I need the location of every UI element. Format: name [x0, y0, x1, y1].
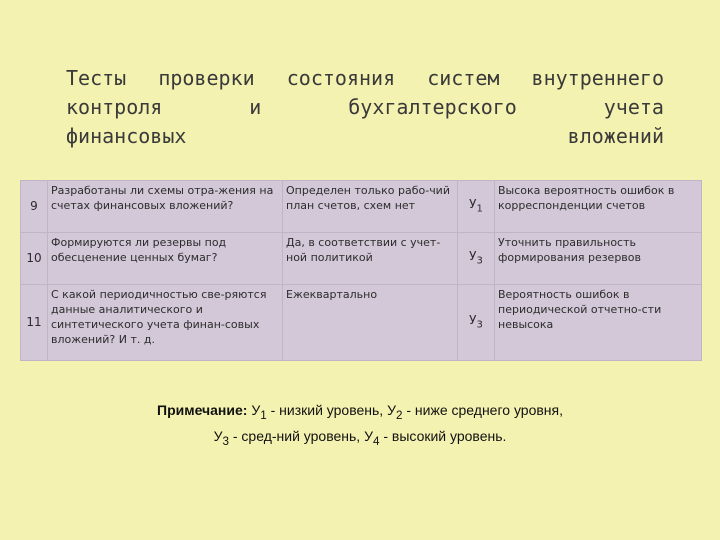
- level-letter: У: [469, 248, 477, 263]
- risk-assessment: Уточнить правильность формирования резервов: [495, 233, 702, 285]
- level-letter: У: [469, 196, 477, 211]
- control-level: [458, 233, 495, 285]
- footnote-text: - ниже среднего уровня,: [402, 402, 563, 418]
- title-word: бухгалтерского: [348, 95, 517, 119]
- footnote-label: Примечание:: [157, 402, 248, 418]
- row-number: 11: [21, 285, 48, 361]
- footnote: [0, 400, 720, 452]
- title-word: контроля: [66, 95, 163, 119]
- table-row: [21, 181, 702, 233]
- title-word: Тесты: [66, 66, 127, 90]
- slide-title: [66, 64, 664, 151]
- title-word: вложений: [567, 124, 664, 148]
- level-subscript: 3: [476, 255, 483, 267]
- control-level: [458, 181, 495, 233]
- footnote-text: - высокий уровень.: [379, 427, 507, 444]
- footnote-text: - низкий уровень,: [266, 402, 388, 418]
- control-test-table: [20, 180, 702, 361]
- level-letter: У: [364, 427, 373, 444]
- level-letter: У: [469, 312, 477, 327]
- level-subscript: 4: [372, 434, 380, 448]
- level-subscript: 3: [476, 319, 483, 331]
- risk-assessment: Высока вероятность ошибок в корреспонденции счетов: [495, 181, 702, 233]
- title-line-3: [66, 122, 664, 151]
- level-letter: У: [251, 402, 261, 418]
- footnote-text: - сред-ний уровень,: [228, 427, 365, 444]
- title-word: финансовых: [66, 124, 187, 148]
- table-row: [21, 285, 702, 361]
- table-row: [21, 233, 702, 285]
- title-word: проверки: [158, 66, 255, 90]
- title-word: и: [249, 95, 262, 119]
- test-answer: Определен только рабо-чий план счетов, схем нет: [283, 181, 458, 233]
- test-question: С какой периодичностью све-ряются данные аналитического и синтетического учета финан-совых вложений? И т. д.: [48, 285, 283, 361]
- title-word: внутреннего: [531, 66, 664, 90]
- title-line-2: [66, 93, 664, 122]
- risk-assessment: Вероятность ошибок в периодической отчетно-сти невысока: [495, 285, 702, 361]
- test-question: Разработаны ли схемы отра-жения на счетах финансовых вложений?: [48, 181, 283, 233]
- footnote-line-2: [0, 426, 720, 452]
- footnote-line-1: [0, 400, 720, 426]
- row-number: 9: [21, 181, 48, 233]
- test-answer: Да, в соответствии с учет-ной политикой: [283, 233, 458, 285]
- title-word: состояния: [286, 66, 396, 90]
- title-word: систем: [427, 66, 500, 90]
- row-number: 10: [21, 233, 48, 285]
- control-level: [458, 285, 495, 361]
- level-subscript: 3: [222, 434, 229, 448]
- level-subscript: 1: [260, 408, 267, 422]
- title-line-1: [66, 64, 664, 93]
- level-letter: У: [213, 427, 223, 444]
- level-subscript: 1: [476, 203, 483, 215]
- title-word: учета: [603, 95, 664, 119]
- level-letter: У: [387, 402, 396, 418]
- test-answer: Ежеквартально: [283, 285, 458, 361]
- level-subscript: 2: [396, 408, 403, 422]
- test-question: Формируются ли резервы под обесценение ценных бумаг?: [48, 233, 283, 285]
